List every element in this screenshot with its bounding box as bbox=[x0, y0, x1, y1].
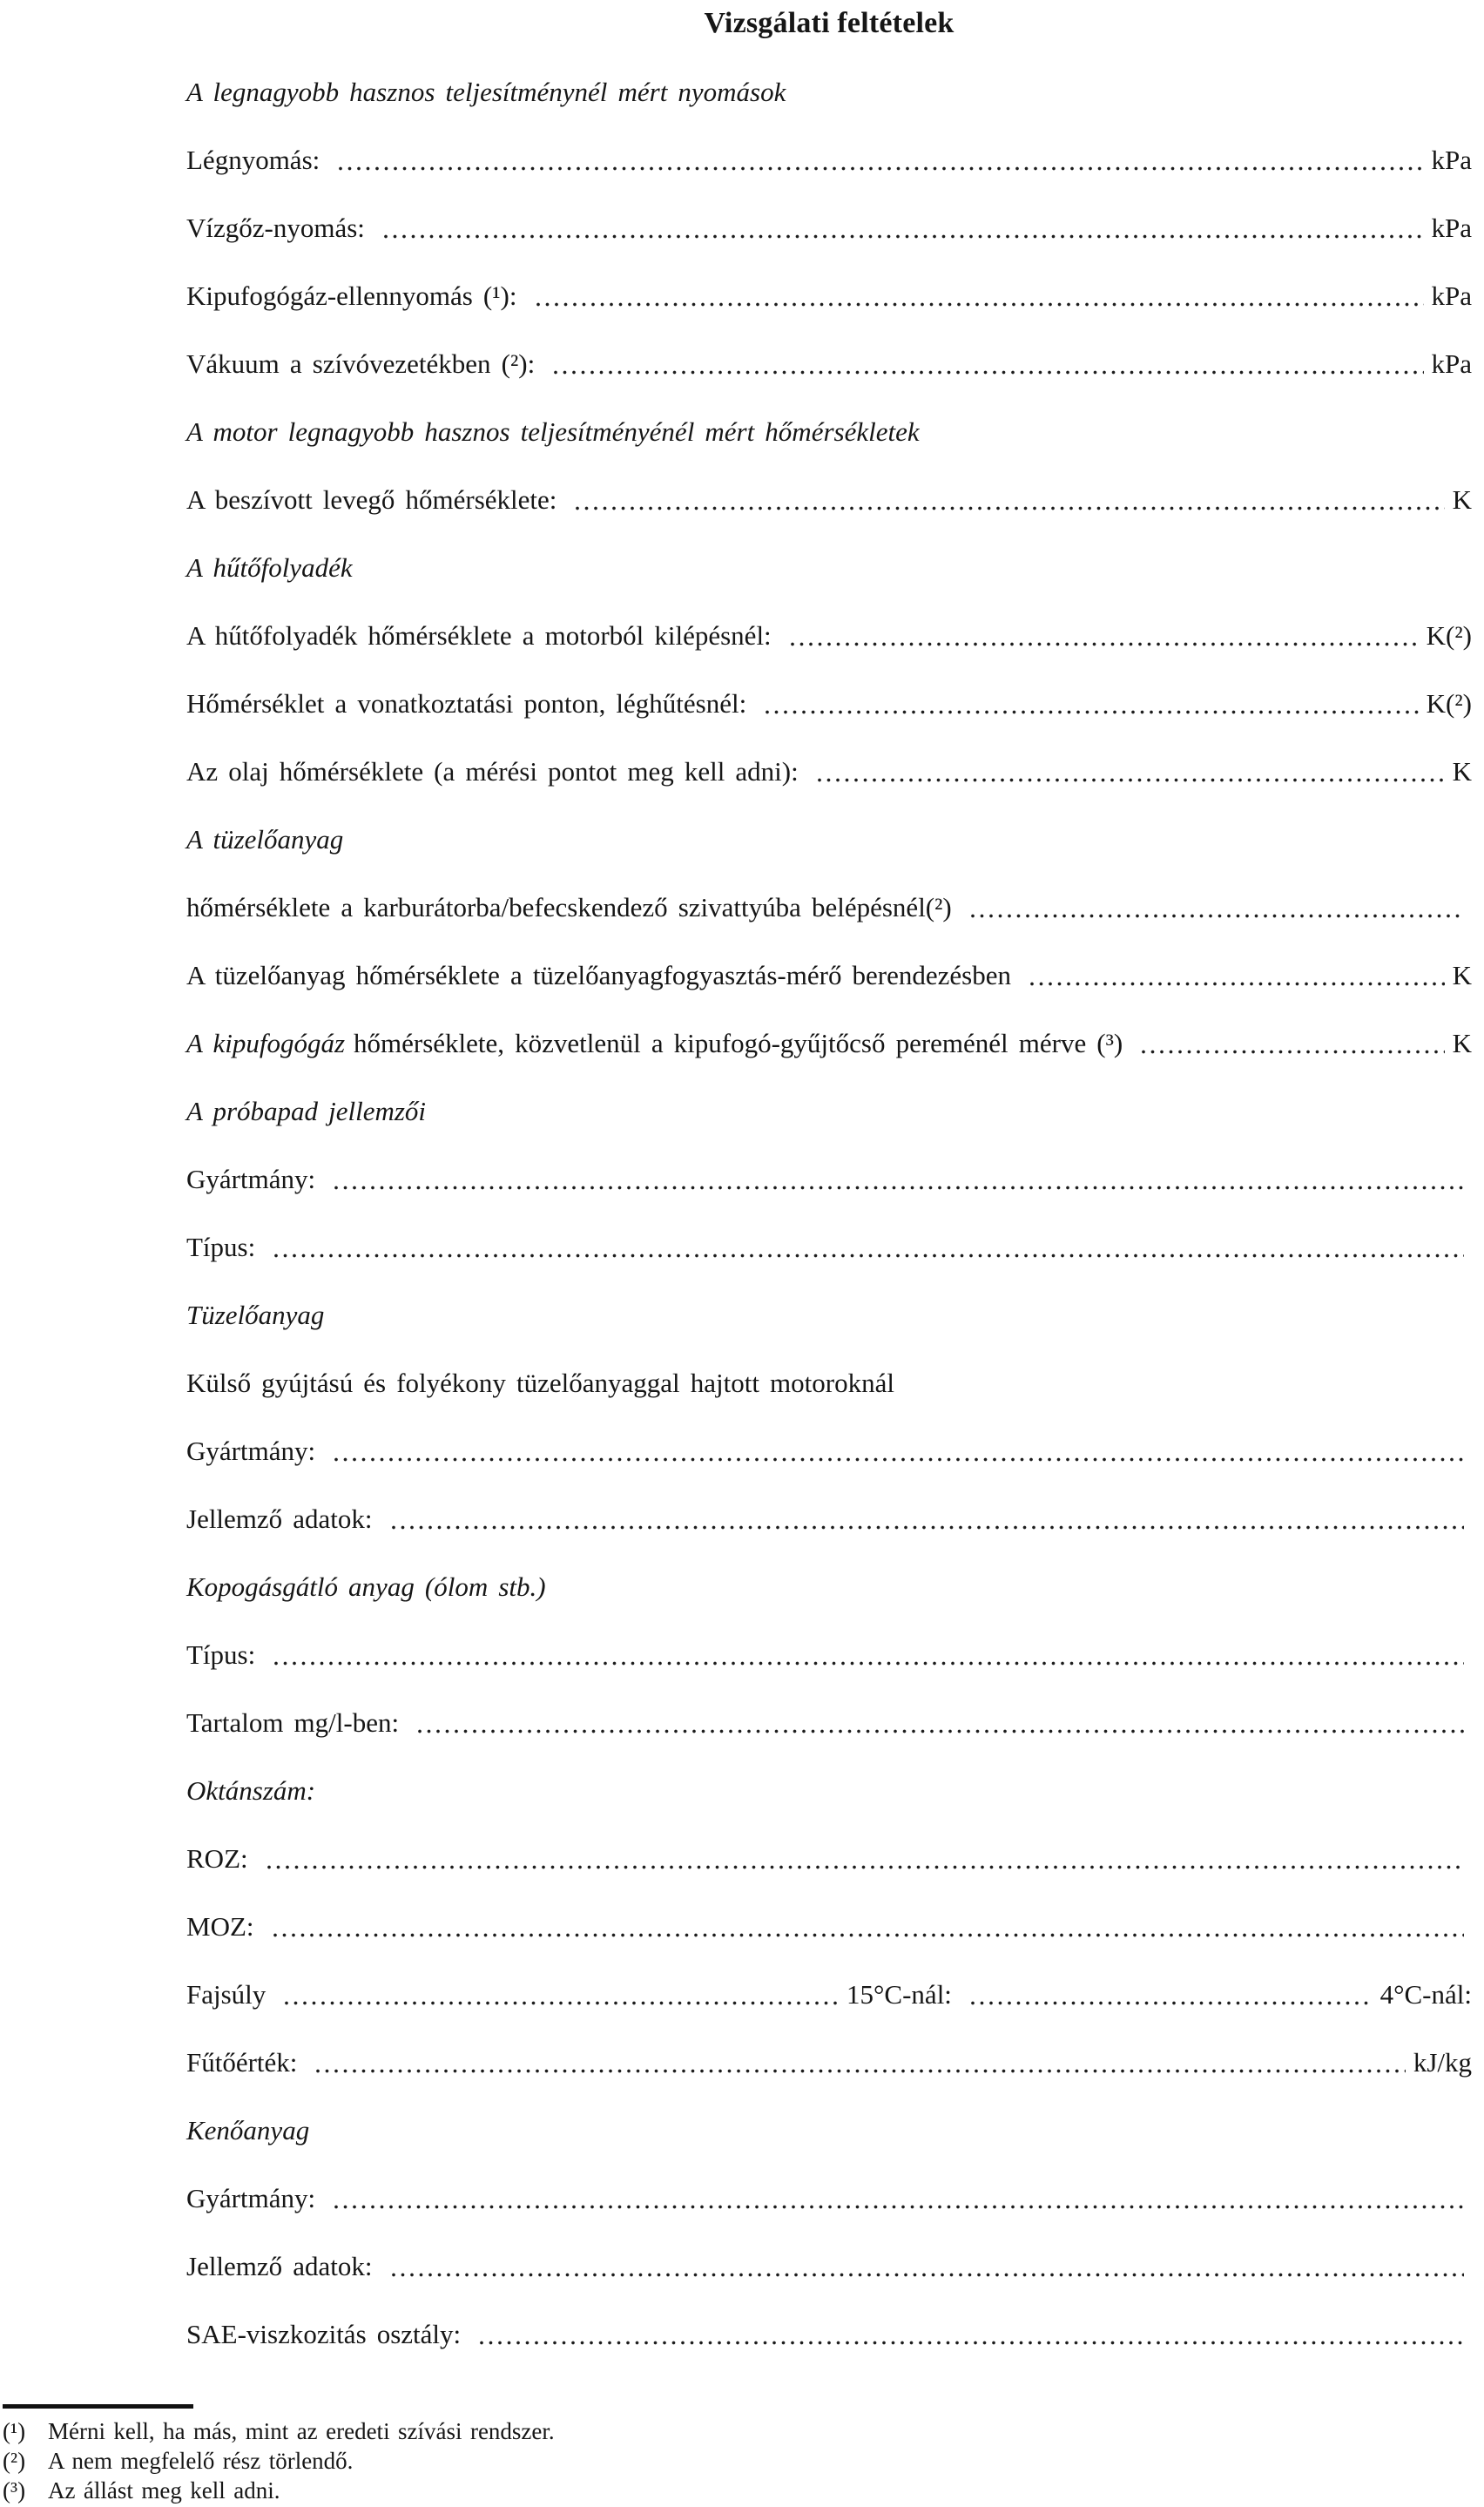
dotted-blank bbox=[334, 2205, 1464, 2209]
form-row bbox=[186, 924, 1472, 992]
row-label: SAE-viszkozitás osztály: bbox=[186, 2319, 462, 2349]
heading-label: Kopogásgátló anyag (ólom stb.) bbox=[186, 1571, 546, 1602]
dotted-blank bbox=[285, 2001, 839, 2005]
form-row bbox=[186, 2283, 1472, 2351]
row-label: A tüzelőanyag hőmérséklete a tüzelőanyagfogyasztás-mérő berendezésben bbox=[186, 960, 1011, 990]
form-row bbox=[186, 652, 1472, 720]
form-body bbox=[186, 41, 1472, 2351]
row-unit: K bbox=[1452, 484, 1472, 515]
footnote-item bbox=[3, 2448, 1449, 2477]
row-label: Vákuum a szívóvezetékben (²): bbox=[186, 348, 536, 379]
section-heading bbox=[186, 2079, 1472, 2147]
heading-label: A tüzelőanyag bbox=[186, 824, 344, 855]
dotted-blank bbox=[384, 234, 1424, 239]
footnote-marker: (²) bbox=[3, 2448, 26, 2474]
heading-label: Kenőanyag bbox=[186, 2115, 310, 2145]
row-label: A hűtőfolyadék hőmérséklete a motorból kilépésnél: bbox=[186, 620, 772, 651]
row-label: hőmérséklete a karburátorba/befecskendező szivattyúba belépésnél(²) bbox=[186, 892, 952, 922]
footnote-item bbox=[3, 2418, 1449, 2448]
dotted-blank bbox=[1142, 1050, 1444, 1054]
dotted-blank bbox=[576, 506, 1444, 510]
dotted-blank bbox=[480, 2341, 1464, 2345]
form-row bbox=[186, 1604, 1472, 1672]
form-row bbox=[186, 449, 1472, 517]
form-row bbox=[186, 2147, 1472, 2215]
form-row bbox=[186, 856, 1472, 924]
form-row bbox=[186, 2215, 1472, 2283]
footnote-text: Az állást meg kell adni. bbox=[48, 2477, 280, 2504]
heading-label: A motor legnagyobb hasznos teljesítményénél mért hőmérsékletek bbox=[186, 416, 920, 447]
page-title: Vizsgálati feltételek bbox=[704, 7, 954, 39]
dotted-blank bbox=[554, 370, 1423, 375]
dotted-blank bbox=[273, 1933, 1465, 1937]
dotted-blank bbox=[791, 642, 1419, 646]
text-row bbox=[186, 1332, 1472, 1400]
row-label: Légnyomás: bbox=[186, 145, 320, 175]
dotted-blank bbox=[274, 1661, 1464, 1666]
form-row bbox=[186, 1128, 1472, 1196]
row-label: hőmérséklete, közvetlenül a kipufogó-gyűjtőcső pereménél mérve (³) bbox=[354, 1028, 1123, 1058]
dotted-blank bbox=[536, 302, 1424, 307]
section-heading bbox=[186, 1060, 1472, 1128]
row-mid-label: 15°C-nál: bbox=[847, 1979, 952, 2010]
form-row bbox=[186, 1875, 1472, 1943]
heading-label: A hűtőfolyadék bbox=[186, 552, 353, 583]
dotted-blank bbox=[1030, 982, 1445, 986]
form-row bbox=[186, 1672, 1472, 1740]
row-label: Fűtőérték: bbox=[186, 2047, 298, 2078]
section-heading bbox=[186, 1536, 1472, 1604]
footnotes bbox=[3, 2418, 1449, 2507]
form-row bbox=[186, 313, 1472, 381]
dotted-blank bbox=[334, 1457, 1464, 1462]
row-label: Fajsúly bbox=[186, 1979, 266, 2010]
row-unit: K bbox=[1452, 960, 1472, 990]
footnote-marker: (³) bbox=[3, 2477, 26, 2504]
dotted-blank bbox=[392, 2273, 1464, 2277]
dotted-blank bbox=[971, 914, 1464, 918]
section-heading bbox=[186, 41, 1472, 109]
form-row-density bbox=[186, 1943, 1472, 2011]
row-unit: K(²) bbox=[1426, 688, 1472, 719]
row-label: Kipufogógáz-ellennyomás (¹): bbox=[186, 280, 517, 311]
row-label: Gyártmány: bbox=[186, 2183, 316, 2213]
footnote-separator-rule bbox=[3, 2404, 193, 2409]
section-heading bbox=[186, 1264, 1472, 1332]
row-end-label: 4°C-nál: bbox=[1379, 1979, 1472, 2010]
row-label: Jellemző adatok: bbox=[186, 1504, 373, 1534]
footnote-text: A nem megfelelő rész törlendő. bbox=[48, 2448, 354, 2474]
dotted-blank bbox=[971, 2001, 1373, 2005]
dotted-blank bbox=[334, 1186, 1464, 1190]
section-heading bbox=[186, 1740, 1472, 1808]
row-unit: kPa bbox=[1431, 348, 1472, 379]
form-row bbox=[186, 992, 1472, 1060]
row-unit: K bbox=[1452, 1028, 1472, 1058]
row-label: Az olaj hőmérséklete (a mérési pontot meg kell adni): bbox=[186, 756, 799, 787]
heading-label: A próbapad jellemzői bbox=[186, 1096, 427, 1126]
dotted-blank bbox=[339, 166, 1423, 171]
dotted-blank bbox=[392, 1525, 1464, 1530]
footnote-text: Mérni kell, ha más, mint az eredeti szívási rendszer. bbox=[48, 2418, 555, 2444]
dotted-blank bbox=[818, 778, 1445, 782]
footnote-item bbox=[3, 2477, 1449, 2507]
form-row bbox=[186, 2011, 1472, 2079]
form-row bbox=[186, 1400, 1472, 1468]
row-label: Külső gyújtású és folyékony tüzelőanyaggal hajtott motoroknál bbox=[186, 1368, 894, 1398]
form-row bbox=[186, 585, 1472, 652]
form-row bbox=[186, 245, 1472, 313]
row-unit: kPa bbox=[1431, 213, 1472, 243]
row-label: A beszívott levegő hőmérséklete: bbox=[186, 484, 557, 515]
form-row bbox=[186, 1468, 1472, 1536]
section-heading bbox=[186, 381, 1472, 449]
form-row bbox=[186, 1808, 1472, 1875]
dotted-blank bbox=[267, 1865, 1464, 1869]
row-unit: kJ/kg bbox=[1413, 2047, 1472, 2078]
form-row bbox=[186, 177, 1472, 245]
row-unit: kPa bbox=[1431, 145, 1472, 175]
row-label: Gyártmány: bbox=[186, 1436, 316, 1466]
row-label: Típus: bbox=[186, 1639, 256, 1670]
footnote-marker: (¹) bbox=[3, 2418, 26, 2444]
row-label: ROZ: bbox=[186, 1843, 248, 1874]
row-label: Típus: bbox=[186, 1232, 256, 1262]
dotted-blank bbox=[316, 2069, 1405, 2073]
section-heading bbox=[186, 517, 1472, 585]
row-unit: K(²) bbox=[1426, 620, 1472, 651]
row-label: Jellemző adatok: bbox=[186, 2251, 373, 2281]
row-label: Vízgőz-nyomás: bbox=[186, 213, 365, 243]
dotted-blank bbox=[418, 1729, 1464, 1733]
form-row bbox=[186, 720, 1472, 788]
row-unit: K bbox=[1452, 756, 1472, 787]
dotted-blank bbox=[274, 1254, 1464, 1258]
heading-label: A legnagyobb hasznos teljesítménynél mért nyomások bbox=[186, 77, 786, 107]
form-row bbox=[186, 1196, 1472, 1264]
row-label: Tartalom mg/l-ben: bbox=[186, 1707, 400, 1738]
row-lead-italic: A kipufogógáz bbox=[186, 1028, 346, 1058]
row-label: Gyártmány: bbox=[186, 1164, 316, 1194]
dotted-blank bbox=[766, 710, 1418, 714]
heading-label: Tüzelőanyag bbox=[186, 1300, 325, 1330]
form-row bbox=[186, 109, 1472, 177]
row-unit: kPa bbox=[1431, 280, 1472, 311]
row-label: Hőmérséklet a vonatkoztatási ponton, léghűtésnél: bbox=[186, 688, 747, 719]
row-label: MOZ: bbox=[186, 1911, 254, 1942]
heading-label: Oktánszám: bbox=[186, 1775, 316, 1806]
section-heading bbox=[186, 788, 1472, 856]
